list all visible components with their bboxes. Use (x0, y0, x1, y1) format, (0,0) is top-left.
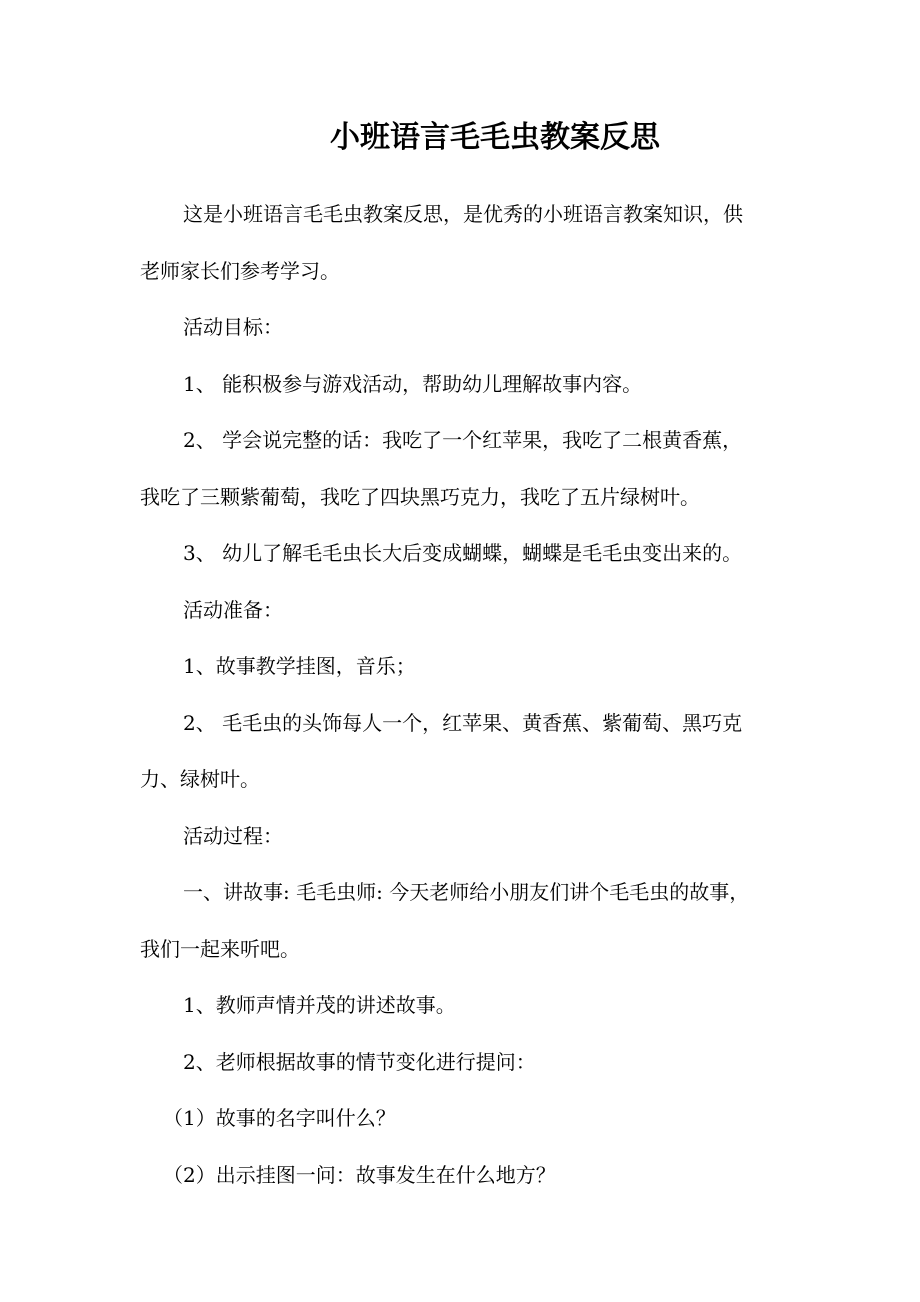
list-item: 1、 能积极参与游戏活动，帮助幼儿理解故事内容。 (183, 372, 643, 396)
heading: 活动过程： (183, 824, 283, 848)
list-item: 1、教师声情并茂的讲述故事。 (183, 993, 456, 1017)
paragraph: 我们一起来听吧。 (140, 937, 300, 961)
list-item: 2、老师根据故事的情节变化进行提问： (183, 1050, 536, 1074)
paragraph: 这是小班语言毛毛虫教案反思，是优秀的小班语言教案知识，供 (183, 202, 743, 226)
list-item: 2、 毛毛虫的头饰每人一个，红苹果、黄香蕉、紫葡萄、黑巧克 (183, 711, 743, 735)
list-item: （1）故事的名字叫什么？ (163, 1106, 396, 1130)
list-item: 1、故事教学挂图，音乐； (183, 654, 416, 678)
list-item: 3、 幼儿了解毛毛虫长大后变成蝴蝶，蝴蝶是毛毛虫变出来的。 (183, 541, 743, 565)
paragraph: 我吃了三颗紫葡萄，我吃了四块黑巧克力，我吃了五片绿树叶。 (140, 485, 700, 509)
paragraph: 一、讲故事: 毛毛虫师: 今天老师给小朋友们讲个毛毛虫的故事， (183, 880, 750, 904)
heading: 活动准备： (183, 598, 283, 622)
paragraph: 力、绿树叶。 (140, 767, 260, 791)
paragraph: 老师家长们参考学习。 (140, 259, 340, 283)
list-item: 2、 学会说完整的话：我吃了一个红苹果，我吃了二根黄香蕉， (183, 428, 743, 452)
document-title: 小班语言毛毛虫教案反思 (330, 120, 660, 155)
list-item: （2）出示挂图一问：故事发生在什么地方？ (163, 1163, 556, 1187)
heading: 活动目标： (183, 315, 283, 339)
